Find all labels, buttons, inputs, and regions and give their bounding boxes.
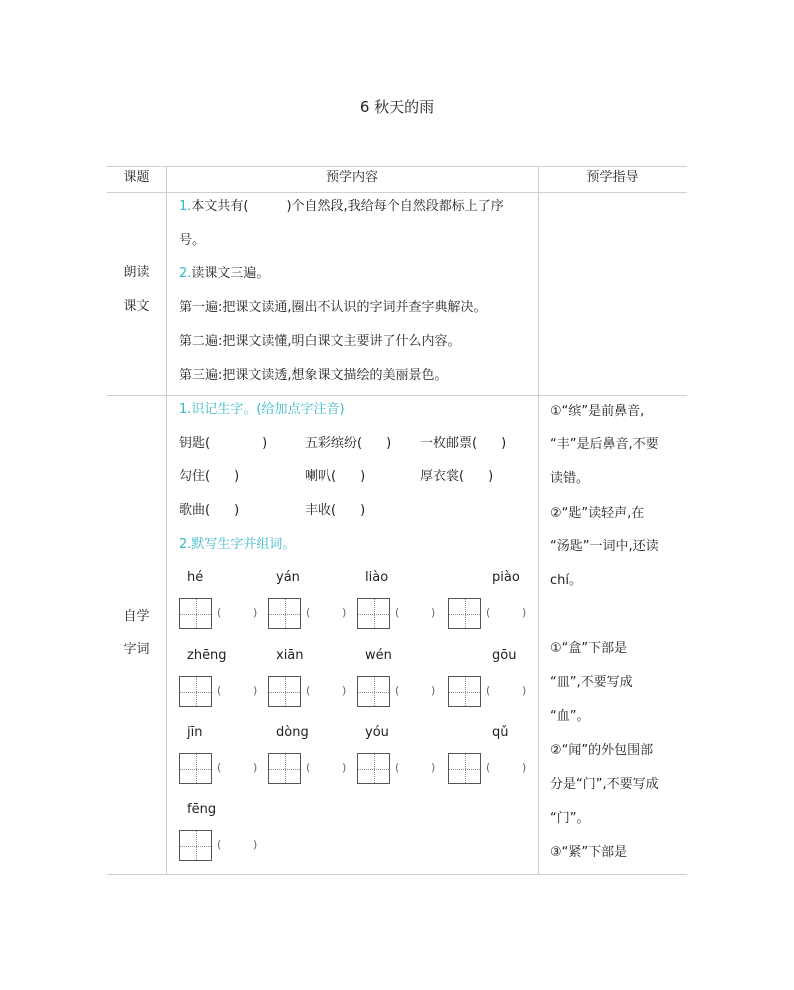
header-prestudy-guidance: 预学指导: [586, 170, 639, 185]
guidance-line: ③“紧”下部是: [550, 845, 628, 860]
paren-close: ): [253, 761, 258, 774]
pinyin-label: gōu: [492, 648, 517, 663]
paren-close: ): [431, 606, 436, 619]
table-bottom-border: [107, 874, 687, 875]
item1-text-a: 本文共有(: [191, 199, 249, 214]
guidance-line: “门”。: [550, 811, 590, 826]
item2-text: 读课文三遍。: [191, 266, 270, 281]
tian-zi-grid[interactable]: [179, 598, 212, 629]
paren-open: (: [217, 838, 222, 851]
guidance-line: 分是“门”,不要写成: [550, 777, 659, 792]
paren-open: (: [486, 684, 491, 697]
word-item: 丰收( ): [305, 503, 366, 518]
paren-open: (: [217, 606, 222, 619]
tian-zi-grid[interactable]: [268, 676, 301, 707]
guidance-line: “汤匙”一词中,还读: [550, 539, 659, 554]
paren-close: ): [431, 684, 436, 697]
word-item: 钥匙( ): [179, 436, 268, 451]
guidance-line: ②“闻”的外包围部: [550, 743, 654, 758]
tian-zi-grid[interactable]: [179, 676, 212, 707]
section1-label-line1: 朗读: [123, 265, 150, 280]
guidance-line: ①“缤”是前鼻音,: [550, 404, 645, 419]
pinyin-label: yán: [276, 570, 300, 585]
pinyin-label: liào: [365, 570, 389, 585]
tian-zi-grid[interactable]: [268, 598, 301, 629]
tian-zi-grid[interactable]: [357, 598, 390, 629]
section2-heading-2: 2.默写生字并组词。: [179, 537, 296, 552]
paren-close: ): [522, 606, 527, 619]
section1-label-line2: 课文: [123, 299, 150, 314]
section2-label-line2: 字词: [123, 642, 150, 657]
table-top-border: [107, 166, 687, 167]
pinyin-label: xiān: [276, 648, 304, 663]
paren-close: ): [253, 838, 258, 851]
item2-number: 2.: [179, 266, 192, 281]
header-divider: [107, 192, 687, 193]
pinyin-label: piào: [492, 570, 520, 585]
pinyin-label: fēng: [187, 802, 217, 817]
paren-open: (: [217, 684, 222, 697]
guidance-line: 读错。: [550, 471, 590, 486]
pinyin-label: dòng: [276, 725, 309, 740]
column-divider-1: [166, 166, 167, 874]
word-item: 厚衣裳( ): [420, 469, 494, 484]
paren-open: (: [217, 761, 222, 774]
pinyin-label: yóu: [365, 725, 389, 740]
tian-zi-grid[interactable]: [448, 753, 481, 784]
paren-close: ): [522, 761, 527, 774]
guidance-line: chí。: [550, 573, 582, 588]
pinyin-label: jīn: [187, 725, 203, 740]
word-item: 喇叭( ): [305, 469, 366, 484]
pinyin-label: zhēng: [187, 648, 227, 663]
item1: [179, 199, 504, 215]
paren-open: (: [306, 761, 311, 774]
paren-close: ): [342, 761, 347, 774]
paren-open: (: [395, 761, 400, 774]
tian-zi-grid[interactable]: [357, 676, 390, 707]
paren-open: (: [395, 606, 400, 619]
paren-close: ): [522, 684, 527, 697]
paren-close: ): [342, 606, 347, 619]
tian-zi-grid[interactable]: [268, 753, 301, 784]
word-item: 一枚邮票( ): [420, 436, 507, 451]
pinyin-label: qǔ: [492, 725, 509, 740]
pinyin-label: wén: [365, 648, 392, 663]
word-item: 歌曲( ): [179, 503, 240, 518]
paren-close: ): [342, 684, 347, 697]
item1-text-b: )个自然段,我给每个自然段都标上了序: [286, 199, 504, 214]
paren-close: ): [253, 684, 258, 697]
section2-heading-1: 1.识记生字。(给加点字注音): [179, 402, 345, 417]
reading-pass-3: 第三遍:把课文读透,想象课文描绘的美丽景色。: [179, 368, 448, 383]
word-item: 五彩缤纷( ): [305, 436, 392, 451]
header-prestudy-content: 预学内容: [325, 170, 378, 185]
guidance-line: “血”。: [550, 709, 590, 724]
tian-zi-grid[interactable]: [179, 830, 212, 861]
item1-number: 1.: [179, 199, 192, 214]
guidance-line: ①“盒”下部是: [550, 641, 628, 656]
tian-zi-grid[interactable]: [179, 753, 212, 784]
item1-text-c: 号。: [179, 233, 206, 248]
section-divider: [107, 395, 687, 396]
page-title: 6 秋天的雨: [359, 98, 435, 116]
tian-zi-grid[interactable]: [448, 598, 481, 629]
guidance-line: “皿”,不要写成: [550, 675, 633, 690]
header-topic: 课题: [123, 170, 150, 185]
paren-close: ): [253, 606, 258, 619]
tian-zi-grid[interactable]: [357, 753, 390, 784]
item2: [179, 266, 269, 282]
paren-open: (: [306, 684, 311, 697]
reading-pass-1: 第一遍:把课文读通,圈出不认识的字词并查字典解决。: [179, 300, 487, 315]
pinyin-label: hé: [187, 570, 204, 585]
section2-label-line1: 自学: [123, 609, 150, 624]
paren-open: (: [306, 606, 311, 619]
tian-zi-grid[interactable]: [448, 676, 481, 707]
paren-close: ): [431, 761, 436, 774]
paren-open: (: [486, 606, 491, 619]
column-divider-2: [538, 166, 539, 874]
guidance-line: “丰”是后鼻音,不要: [550, 437, 659, 452]
word-item: 勾住( ): [179, 469, 240, 484]
reading-pass-2: 第二遍:把课文读懂,明白课文主要讲了什么内容。: [179, 334, 461, 349]
paren-open: (: [486, 761, 491, 774]
paren-open: (: [395, 684, 400, 697]
guidance-line: ②“匙”读轻声,在: [550, 506, 645, 521]
